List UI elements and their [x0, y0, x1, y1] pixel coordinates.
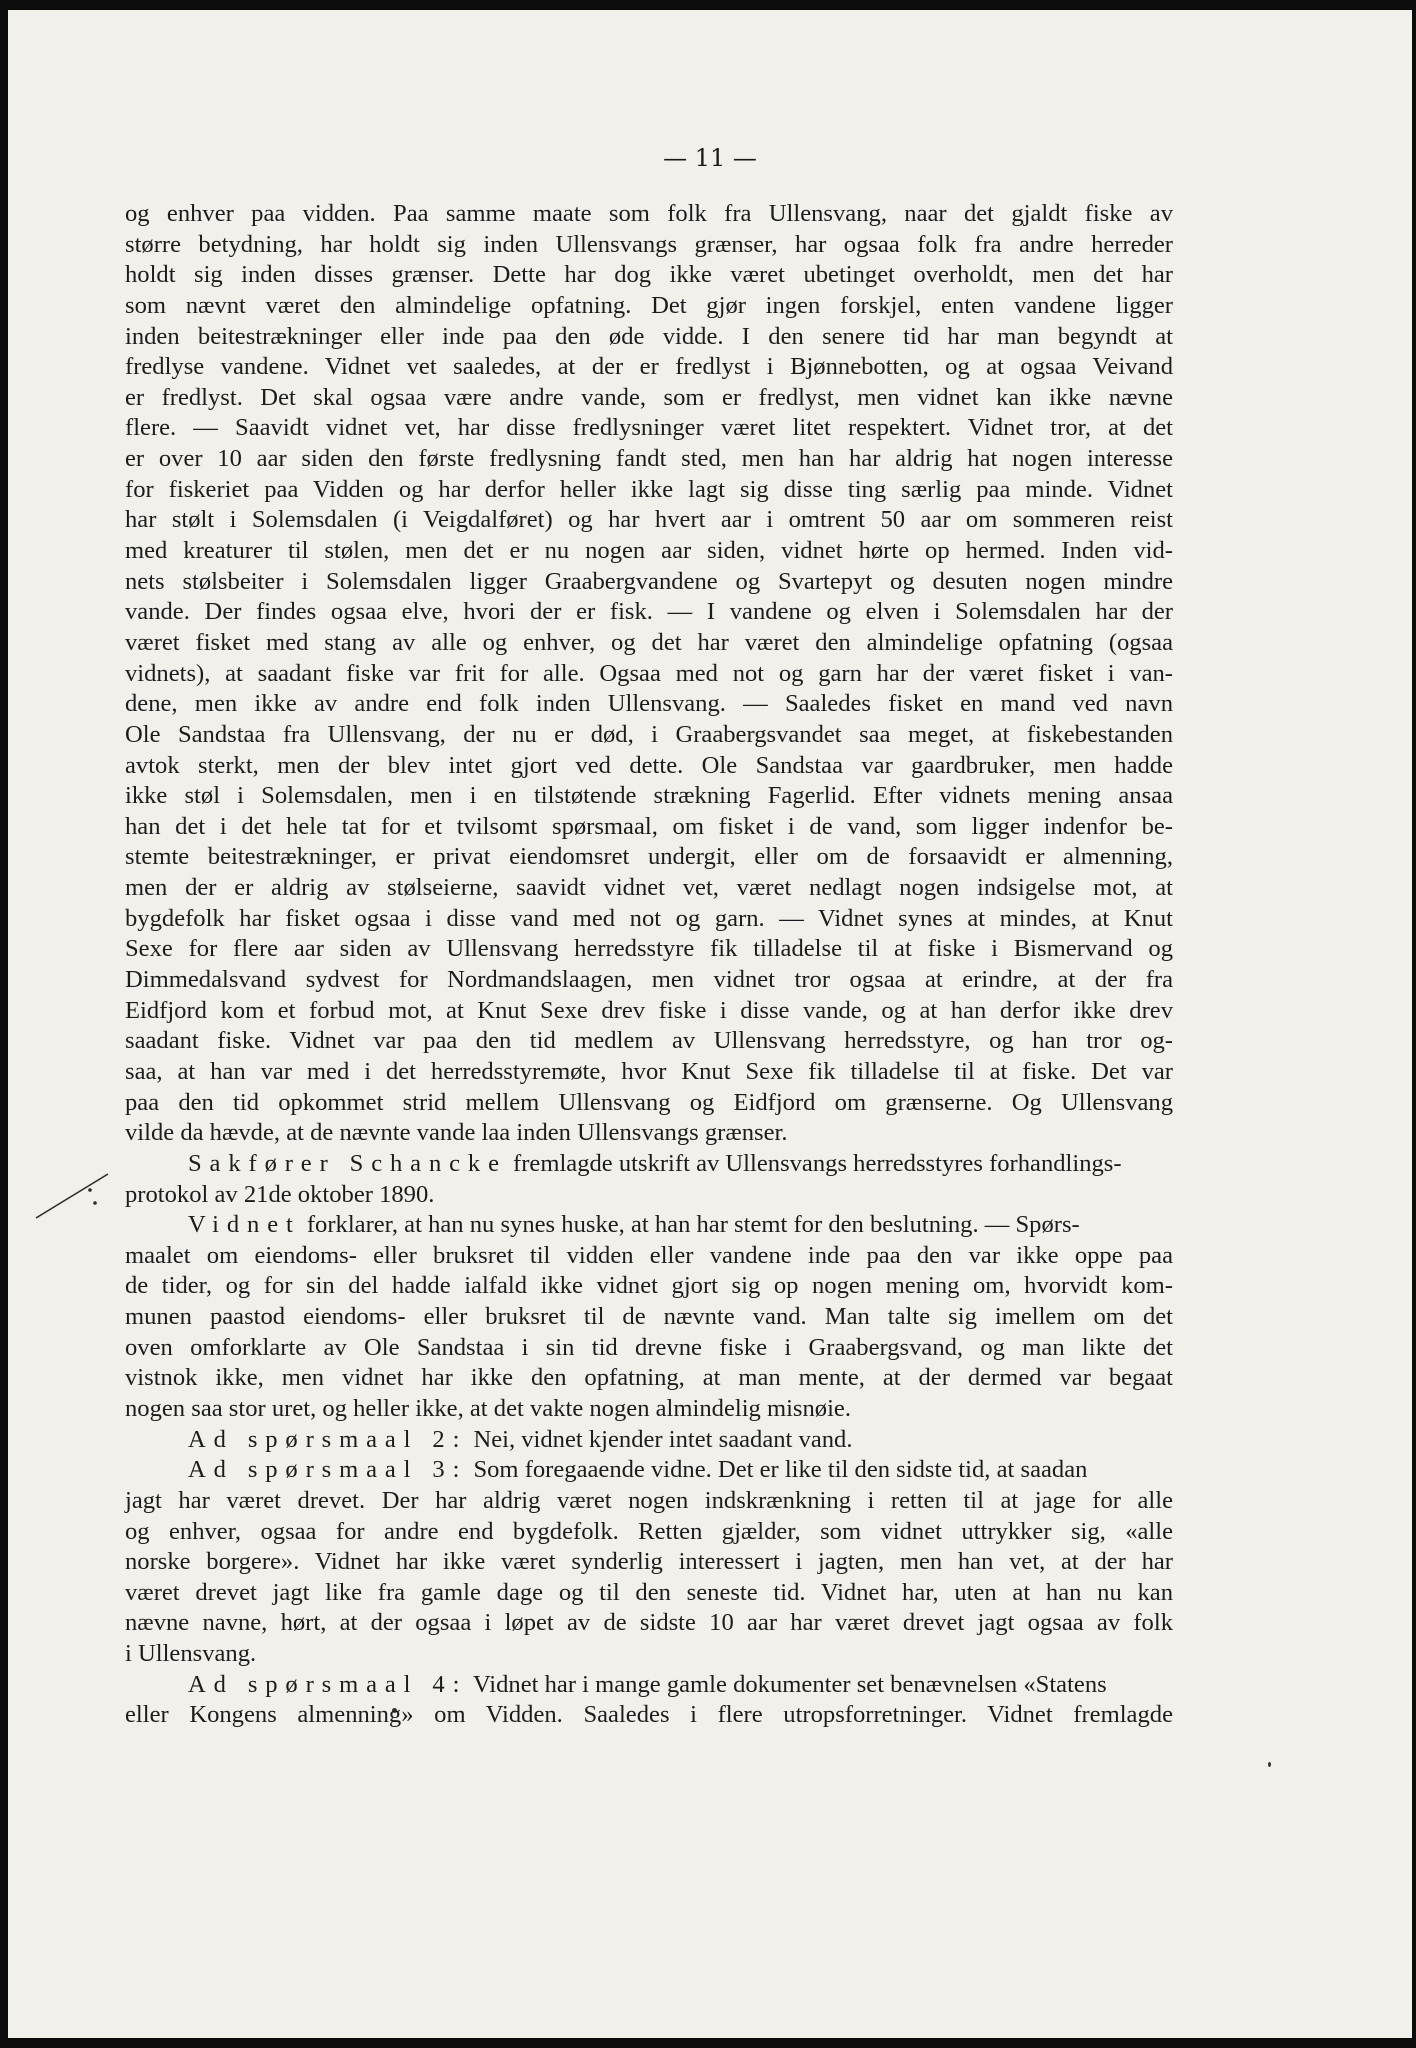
text-line: avtok sterkt, men der blev intet gjort ved dette. Ole Sandstaa var gaardbruker, men hadde [125, 751, 1173, 779]
text-line: stemte beitestrækninger, er privat eiendomsret undergit, eller om de forsaavidt er almenning, [125, 843, 1173, 871]
paragraph [125, 1425, 1173, 1456]
text-line: vande. Der findes ogsaa elve, hvori der er fisk. — I vandene og elven i Solemsdalen har der [125, 598, 1173, 626]
text-line: vidnets), at saadant fiske var frit for alle. Ogsaa med not og garn har der været fisket i van- [125, 659, 1173, 687]
text-run: Vidnet har i mange gamle dokumenter set benævnelsen «Statens [467, 1670, 1107, 1698]
text-line: oven omforklarte av Ole Sandstaa i sin tid drevne fiske i Graabergsvand, og man likte det [125, 1333, 1173, 1361]
text-line: som nævnt været den almindelige opfatning. Det gjør ingen forskjel, enten vandene ligger [125, 291, 1173, 319]
paragraph [125, 199, 1173, 1149]
text-line: munen paastod eiendoms- eller bruksret til de nævnte vand. Man talte sig imellem om det [125, 1303, 1173, 1331]
spaced-name: Vidnet [188, 1211, 301, 1239]
paragraph [125, 1210, 1173, 1424]
question-heading: Ad spørsmaal 4: [188, 1670, 468, 1698]
text-line: jagt har været drevet. Der har aldrig været nogen indskrænkning i retten til at jage for alle [125, 1486, 1173, 1514]
text-line: maalet om eiendoms- eller bruksret til vidden eller vandene inde paa den var ikke oppe paa [125, 1241, 1173, 1269]
text-line: norske borgere». Vidnet har ikke været synderlig interessert i jagten, men han vet, at der har [125, 1548, 1173, 1576]
text-line: nogen saa stor uret, og heller ikke, at det vakte nogen almindelig misnøie. [125, 1394, 851, 1422]
text-line: vistnok ikke, men vidnet har ikke den opfatning, at man mente, at der dermed var begaat [125, 1364, 1173, 1392]
text-line: dene, men ikke av andre end folk inden Ullensvang. — Saaledes fisket en mand ved navn [125, 690, 1173, 718]
text-line: saa, at han var med i det herredsstyremøte, hvor Knut Sexe fik tilladelse til at fiske. Det var [125, 1057, 1173, 1085]
text-line: været fisket med stang av alle og enhver, og det har været den almindelige opfatning (ogsaa [125, 628, 1173, 656]
text-line: Ole Sandstaa fra Ullensvang, der nu er død, i Graabergsvandet saa meget, at fiskebestanden [125, 720, 1173, 748]
text-line: paa den tid opkommet strid mellem Ullensvang og Eidfjord om grænserne. Og Ullensvang [125, 1088, 1173, 1116]
text-line: har stølt i Solemsdalen (i Veigdalføret) og har hvert aar i omtrent 50 aar om sommeren reist [125, 506, 1173, 534]
text-line [125, 1455, 1173, 1486]
text-run: fremlagde utskrift av Ullensvangs herredsstyres forhandlings- [506, 1149, 1122, 1177]
paragraph [125, 1670, 1173, 1731]
document-page [8, 10, 1412, 2038]
text-run: Som foregaaende vidne. Det er like til den sidste tid, at saadan [467, 1456, 1088, 1484]
text-run: forklarer, at han nu synes huske, at han har stemt for den beslutning. — Spørs- [300, 1211, 1080, 1239]
text-line [125, 1149, 1173, 1180]
text-line: ikke støl i Solemsdalen, men i en tilstøtende strækning Fagerlid. Efter vidnets mening ansaa [125, 782, 1173, 810]
text-line: Eidfjord kom et forbud mot, at Knut Sexe drev fiske i disse vande, og at han derfor ikke drev [125, 996, 1173, 1024]
text-line: er over 10 aar siden den første fredlysning fandt sted, men han har aldrig hat nogen interesse [125, 445, 1173, 473]
text-line: for fiskeriet paa Vidden og har derfor heller ikke lagt sig disse ting særlig paa minde. Vidnet [125, 475, 1173, 503]
text-line: i Ullensvang. [125, 1640, 257, 1668]
document-body [125, 199, 1173, 1731]
text-line: og enhver, ogsaa for andre end bygdefolk. Retten gjælder, som vidnet uttrykker sig, «alle [125, 1517, 1173, 1545]
text-line: Sexe for flere aar siden av Ullensvang herredsstyre fik tilladelse til at fiske i Bismervand og [125, 935, 1173, 963]
text-line: holdt sig inden disses grænser. Dette har dog ikke været ubetinget overholdt, men det har [125, 261, 1173, 289]
text-line: protokol av 21de oktober 1890. [125, 1180, 435, 1208]
margin-annotation-icon [32, 1170, 112, 1226]
ink-speck-icon [1268, 1762, 1271, 1767]
question-heading: Ad spørsmaal 2: [188, 1425, 468, 1453]
text-line: Dimmedalsvand sydvest for Nordmandslaagen, men vidnet tror ogsaa at erindre, at der fra [125, 966, 1173, 994]
text-line: nets stølsbeiter i Solemsdalen ligger Graabergvandene og Svartepyt og desuten nogen mindre [125, 567, 1173, 595]
text-line: eller Kongens almenning» om Vidden. Saaledes i flere utropsforretninger. Vidnet fremlagde [125, 1701, 1173, 1729]
text-line: nævne navne, hørt, at der ogsaa i løpet av de sidste 10 aar har været drevet jagt ogsaa av folk [125, 1609, 1173, 1637]
text-line: de tider, og for sin del hadde ialfald ikke vidnet gjort sig op nogen mening om, hvorvidt kom- [125, 1272, 1173, 1300]
text-line: saadant fiske. Vidnet var paa den tid medlem av Ullensvang herredsstyre, og han tror og- [125, 1027, 1173, 1055]
text-line [125, 1670, 1173, 1701]
text-line: større betydning, har holdt sig inden Ullensvangs grænser, har ogsaa folk fra andre herreder [125, 230, 1173, 258]
question-heading: Ad spørsmaal 3: [188, 1456, 468, 1484]
page-number: — 11 — [663, 144, 757, 172]
text-line: han det i det hele tat for et tvilsomt spørsmaal, om fisket i de vand, som ligger indenfor be- [125, 812, 1173, 840]
paragraph [125, 1455, 1173, 1669]
paragraph [125, 1149, 1173, 1210]
text-line: flere. — Saavidt vidnet vet, har disse fredlysninger været litet respektert. Vidnet tror, at det [125, 414, 1173, 442]
text-line: er fredlyst. Det skal ogsaa være andre vande, som er fredlyst, men vidnet kan ikke nævne [125, 383, 1173, 411]
spaced-name: Sakfører Schancke [188, 1149, 507, 1177]
text-line: men der er aldrig av stølseierne, saavidt vidnet vet, været nedlagt nogen indsigelse mot, at [125, 874, 1173, 902]
text-line: med kreaturer til stølen, men det er nu nogen aar siden, vidnet hørte op hermed. Inden vid- [125, 537, 1173, 565]
text-line: inden beitestrækninger eller inde paa den øde vidde. I den senere tid har man begyndt at [125, 322, 1173, 350]
text-run: Nei, vidnet kjender intet saadant vand. [467, 1425, 853, 1453]
text-line: vilde da hævde, at de nævnte vande laa inden Ullensvangs grænser. [125, 1119, 788, 1147]
text-line: fredlyse vandene. Vidnet vet saaledes, at der er fredlyst i Bjønnebotten, og at ogsaa Veivand [125, 353, 1173, 381]
text-line: bygdefolk har fisket ogsaa i disse vand med not og garn. — Vidnet synes at mindes, at Knut [125, 904, 1173, 932]
text-line [125, 1425, 1173, 1456]
text-line [125, 1210, 1173, 1241]
text-line: og enhver paa vidden. Paa samme maate som folk fra Ullensvang, naar det gjaldt fiske av [125, 200, 1173, 227]
text-line: været drevet jagt like fra gamle dage og til den seneste tid. Vidnet har, uten at han nu kan [125, 1578, 1173, 1606]
